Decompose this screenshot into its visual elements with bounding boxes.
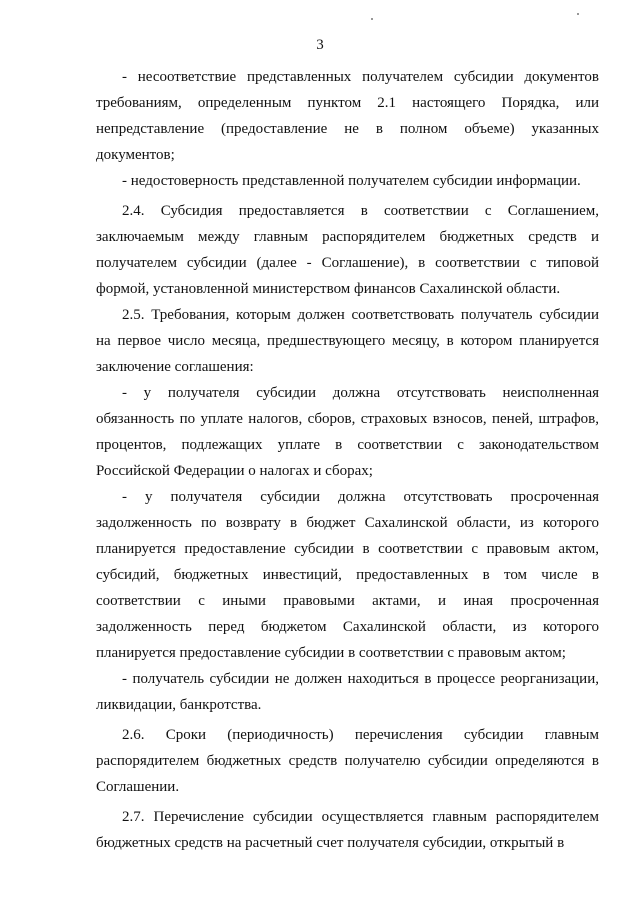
page-number: 3 (316, 37, 324, 53)
paragraph-clause-2-5: 2.5. Требования, которым должен соответствовать получатель субсидии на первое число месяца, предшествующего месяцу, в котором планируется заключение соглашения: (96, 307, 599, 375)
paragraph-clause-2-4: 2.4. Субсидия предоставляется в соответствии с Соглашением, заключаемым между главным распорядителем бюджетных средств и получателем субсидии (далее - Соглашение), в соответствии с типовой формой, установленной министерством финансов Сахалинской области. (96, 203, 599, 297)
paragraph-list-item: - получатель субсидии не должен находиться в процессе реорганизации, ликвидации, банкротства. (96, 671, 599, 713)
paragraph-list-item: - у получателя субсидии должна отсутствовать неисполненная обязанность по уплате налогов, сборов, страховых взносов, пеней, штрафов, процентов, подлежащих уплате в соответствии с законодательством Российской Федерации о налогах и сборах; (96, 385, 599, 479)
paragraph-list-item: - несоответствие представленных получателем субсидии документов требованиям, определенным пунктом 2.1 настоящего Порядка, или непредставление (предоставление не в полном объеме) указанных документов; (96, 69, 599, 163)
scan-speck (577, 13, 579, 15)
paragraph-list-item: - недостоверность представленной получателем субсидии информации. (122, 173, 581, 189)
paragraph-list-item: - у получателя субсидии должна отсутствовать просроченная задолженность по возврату в бюджет Сахалинской области, из которого планируется предоставление субсидии в соответствии с правовым актом, субсидий, бюджетных инвестиций, предоставленных в том числе в соответствии с иными правовыми актами, и иная просроченная задолженность перед бюджетом Сахалинской области, из которого планируется предоставление субсидии в соответствии с правовым актом; (96, 489, 599, 661)
paragraph-clause-2-7: 2.7. Перечисление субсидии осуществляется главным распорядителем бюджетных средств на расчетный счет получателя субсидии, открытый в (96, 809, 599, 851)
paragraph-clause-2-6: 2.6. Сроки (периодичность) перечисления субсидии главным распорядителем бюджетных средств получателю субсидии определяются в Соглашении. (96, 727, 599, 795)
body-text (96, 64, 599, 856)
scan-speck (371, 18, 373, 20)
